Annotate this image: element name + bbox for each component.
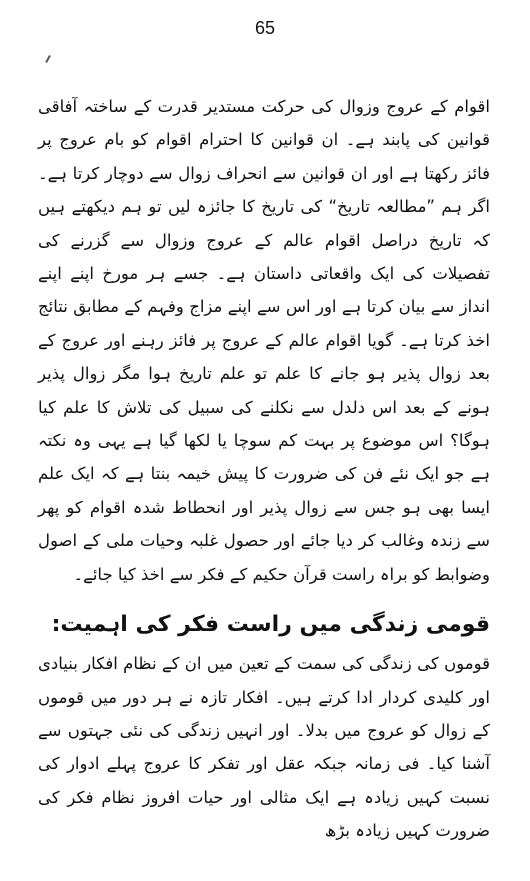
page-number: 65 [254, 18, 276, 38]
paragraph-1: اقوام کے عروج وزوال کی حرکت مستدیر قدرت کے ساختہ آفاقی قوانین کی پابند ہے۔ ان قوانین کا احترام اقوام کو بام عروج پر فائز رکھتا ہے اور ان قوانین سے انحراف زوال سے دوچار کرتا ہے۔ اگر ہم ”مطالعہ تاریخ“ کی تاریخ کا جائزہ لیں تو ہم دیکھتے ہیں کہ تاریخ دراصل اقوام عالم کے عروج وزوال سے گزرنے کی تفصیلات کی ایک واقعاتی داستان ہے۔ جسے ہر مورخ اپنے اپنے انداز سے بیان کرتا ہے اور اس سے اپنے مزاج وفہم کے مطابق نتائج اخذ کرتا ہے۔ گویا اقوام عالم کے عروج پر فائز رہنے اور عروج کے بعد زوال پذیر ہو جانے کا علم تو علم تاریخ ہوا مگر زوال پذیر ہونے کے بعد اس دلدل سے نکلنے کی سبیل کی تلاش کا علم کیا ہوگا؟ اس موضوع پر بہت کم سوچا یا لکھا گیا ہے یہی وہ نکتہ ہے جو ایک نئے فن کی ضرورت کا پیش خیمہ بنتا ہے کہ ایک علم ایسا بھی ہو جس سے زوال پذیر اور انحطاط شدہ اقوام کو پھر سے زندہ وغالب کر دیا جائے اور حصول غلبہ وحیات ملی کے اصول وضوابط کو براہ راست قرآن حکیم کے فکر سے اخذ کیا جائے۔ [38, 97, 490, 584]
stray-pen-mark [45, 55, 51, 63]
section-heading: قومی زندگی میں راست فکر کی اہمیت: [51, 612, 490, 638]
page-body [38, 90, 490, 848]
paragraph-2: قوموں کی زندگی کی سمت کے تعین میں ان کے نظام افکار بنیادی اور کلیدی کردار ادا کرتے ہیں۔ افکار تازہ نے ہر دور میں قوموں کے زوال کو عروج میں بدلا۔ اور انہیں زندگی کی نئی جہتوں سے آشنا کیا۔ فی زمانہ جبکہ عقل اور تفکر کا عروج پہلے ادوار کی نسبت کہیں زیادہ ہے ایک مثالی اور حیات افروز نظام فکر کی ضرورت کہیں زیادہ بڑھ [38, 654, 490, 841]
